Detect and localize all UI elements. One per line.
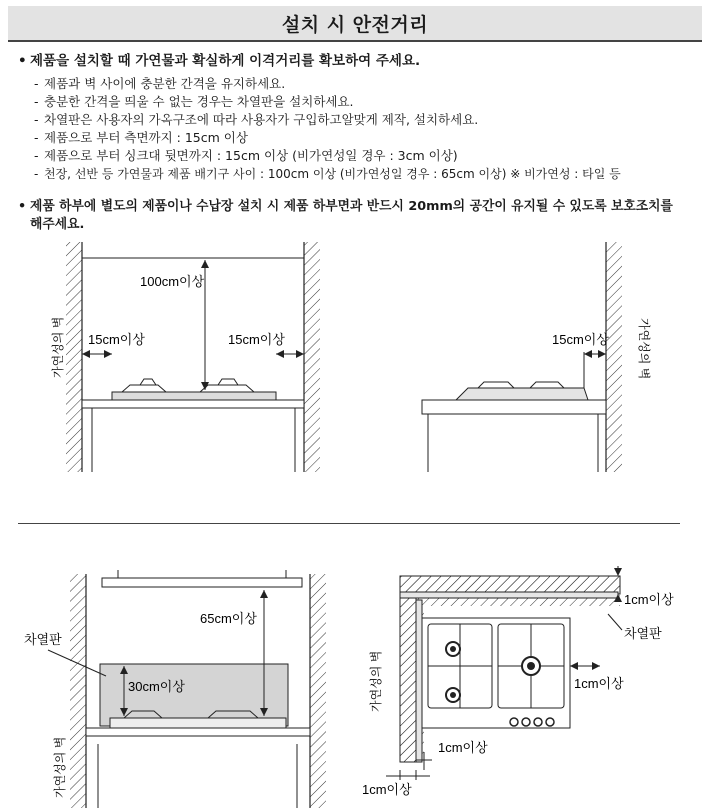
diagram-top-view <box>356 562 696 810</box>
d4-shield-label: 차열판 <box>624 626 662 641</box>
counter-top <box>422 400 606 414</box>
section1-item: - 제품으로 부터 측면까지 : 15cm 이상 <box>34 130 248 145</box>
bullet-icon: • <box>18 199 27 214</box>
d4-top-label: 1cm이상 <box>624 592 674 607</box>
d3-shield-label: 차열판 <box>24 632 62 647</box>
left-wall <box>70 574 86 808</box>
page-title: 설치 시 안전거리 <box>281 13 429 36</box>
d2-wall-label: 가연성의 벽 <box>637 318 651 380</box>
d3-wall-label: 가연성의 벽 <box>53 736 67 798</box>
right-wall <box>606 242 622 472</box>
heat-shield-strip <box>400 592 618 598</box>
section1-heading: • 제품을 설치할 때 가연물과 확실하게 이격거리를 확보하여 주세요. <box>18 53 421 69</box>
right-wall <box>304 242 320 472</box>
dash-icon: - <box>34 94 39 109</box>
section1-item: - 차열판은 사용자의 가옥구조에 따라 사용자가 구입하고알맞게 제작, 설치하세요. <box>34 112 479 127</box>
section1-item: - 제품으로 부터 싱크대 뒷면까지 : 15cm 이상 (비가연성일 경우 : 3cm 이상) <box>34 148 458 163</box>
counter-top <box>86 728 310 736</box>
heat-shield-panel <box>100 664 288 726</box>
d4-right-label: 1cm이상 <box>574 676 624 691</box>
d1-top-label: 100cm이상 <box>140 274 205 289</box>
dash-icon: - <box>34 148 39 163</box>
diagram-side-clearance <box>418 242 668 472</box>
d4-corner-label: 1cm이상 <box>362 782 412 797</box>
title-bar <box>8 6 702 42</box>
section1-item: - 천장, 선반 등 가연물과 제품 배기구 사이 : 100cm 이상 (비가연성일 경우 : 65cm 이상) ※ 비가연성 : 타일 등 <box>34 167 621 181</box>
dash-icon: - <box>34 167 39 181</box>
diagram-heat-shield <box>14 568 344 808</box>
section2-heading: • 제품 하부에 별도의 제품이나 수납장 설치 시 제품 하부면과 반드시 20mm의 공간이 유지될 수 있도록 보호조치를 <box>18 199 673 214</box>
section2-heading-cont: 해주세요. <box>30 217 85 232</box>
section1-item: - 충분한 간격을 띄울 수 없는 경우는 차열판을 설치하세요. <box>34 94 354 109</box>
diagram-front-clearance <box>40 242 340 472</box>
upper-shelf <box>102 578 302 587</box>
cooktop-top <box>422 618 570 728</box>
left-wall <box>66 242 82 472</box>
d2-side-label: 15cm이상 <box>552 332 609 347</box>
section1-item: - 제품과 벽 사이에 충분한 간격을 유지하세요. <box>34 76 286 91</box>
d4-wall-label: 가연성의 벽 <box>369 650 383 712</box>
dash-icon: - <box>34 130 39 145</box>
dash-icon: - <box>34 76 39 91</box>
dash-icon: - <box>34 112 39 127</box>
cooktop <box>456 388 588 400</box>
d3-inner-label: 30cm이상 <box>128 679 185 694</box>
cooktop <box>110 718 286 728</box>
d4-bottom-label: 1cm이상 <box>438 740 488 755</box>
d1-wall-label: 가연성의 벽 <box>51 316 65 378</box>
counter-top <box>82 400 304 408</box>
bullet-icon: • <box>18 53 27 69</box>
section-divider <box>18 523 680 524</box>
d3-upper-label: 65cm이상 <box>200 611 257 626</box>
cooktop <box>112 392 276 400</box>
d1-right-label: 15cm이상 <box>228 332 285 347</box>
right-wall <box>310 574 326 808</box>
d1-left-label: 15cm이상 <box>88 332 145 347</box>
